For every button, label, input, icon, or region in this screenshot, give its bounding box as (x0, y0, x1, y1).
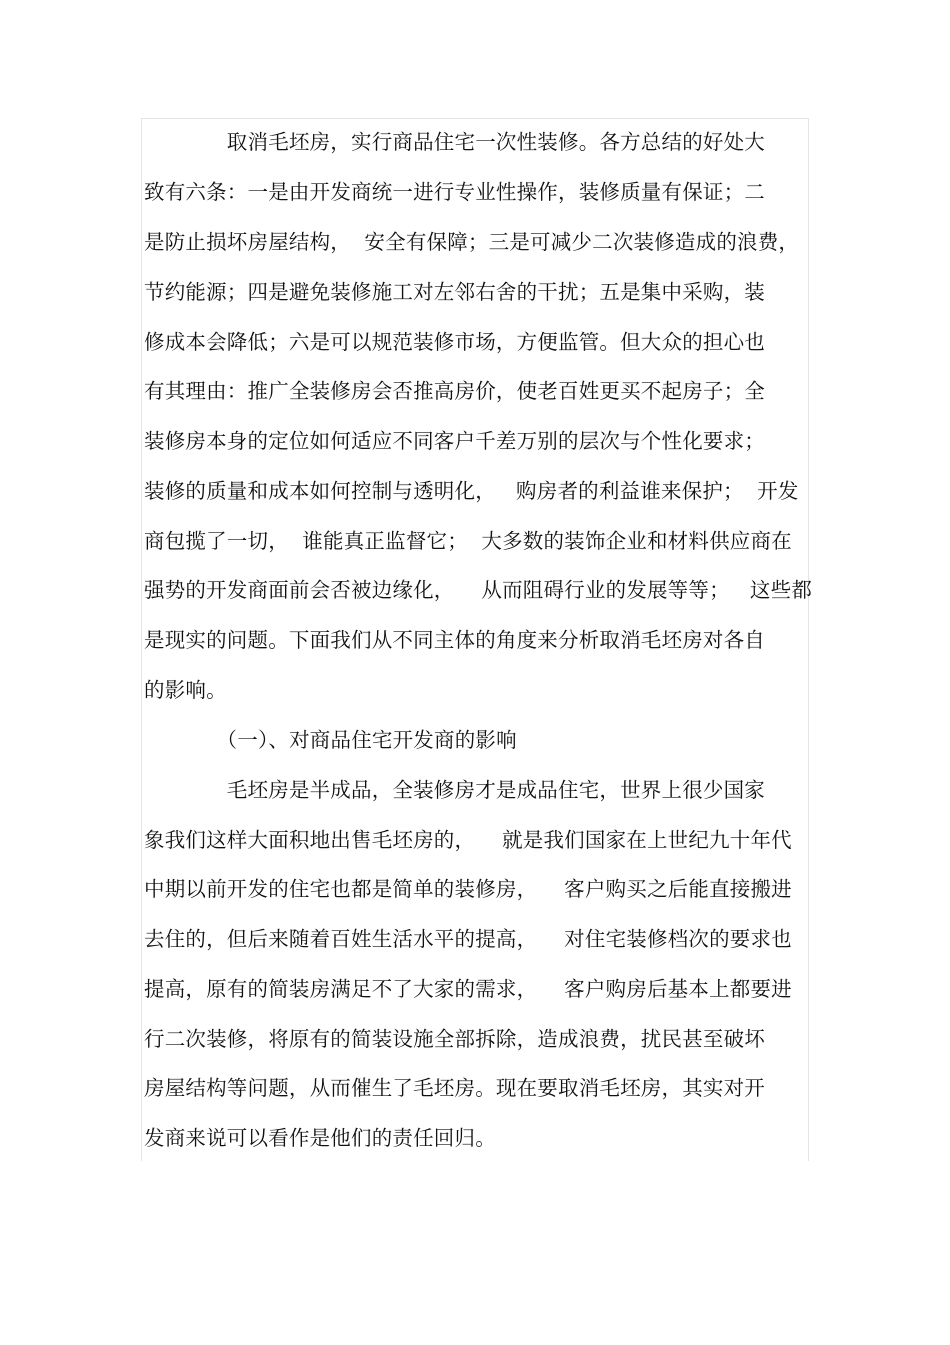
text-line: 是现实的问题。下面我们从不同主体的角度来分析取消毛坯房对各自 (144, 628, 765, 652)
text-line: 中期以前开发的住宅也都是简单的装修房， 客户购买之后能直接搬进 (144, 877, 792, 901)
text-line: 有其理由：推广全装修房会否推高房价，使老百姓更买不起房子；全 (144, 379, 765, 403)
text-line: 象我们这样大面积地出售毛坯房的， 就是我们国家在上世纪九十年代 (144, 828, 792, 852)
text-line: 取消毛坯房，实行商品住宅一次性装修。各方总结的好处大 (144, 130, 765, 154)
text-line: 节约能源；四是避免装修施工对左邻右舍的干扰；五是集中采购，装 (144, 280, 765, 304)
text-line: 致有六条：一是由开发商统一进行专业性操作，装修质量有保证；二 (144, 180, 765, 204)
text-line: 的影响。 (144, 678, 227, 702)
text-line: 行二次装修，将原有的简装设施全部拆除，造成浪费，扰民甚至破坏 (144, 1027, 765, 1051)
section-heading: （一）、对商品住宅开发商的影响 (144, 728, 517, 752)
text-line: 强势的开发商面前会否被边缘化， 从而阻碍行业的发展等等； 这些都 (144, 578, 813, 602)
text-line: 装修房本身的定位如何适应不同客户千差万别的层次与个性化要求； (144, 429, 765, 453)
text-line: 是防止损坏房屋结构， 安全有保障；三是可减少二次装修造成的浪费， (144, 230, 800, 254)
text-line: 提高，原有的简装房满足不了大家的需求， 客户购房后基本上都要进 (144, 977, 792, 1001)
text-line: 修成本会降低；六是可以规范装修市场，方便监管。但大众的担心也 (144, 330, 765, 354)
text-line: 商包揽了一切， 谁能真正监督它； 大多数的装饰企业和材料供应商在 (144, 529, 792, 553)
text-line: 毛坯房是半成品，全装修房才是成品住宅，世界上很少国家 (144, 778, 765, 802)
text-line: 发商来说可以看作是他们的责任回归。 (144, 1126, 496, 1150)
text-line: 去住的，但后来随着百姓生活水平的提高， 对住宅装修档次的要求也 (144, 927, 792, 951)
text-line: 房屋结构等问题，从而催生了毛坯房。现在要取消毛坯房，其实对开 (144, 1076, 765, 1100)
text-line: 装修的质量和成本如何控制与透明化， 购房者的利益谁来保护； 开发 (144, 479, 799, 503)
